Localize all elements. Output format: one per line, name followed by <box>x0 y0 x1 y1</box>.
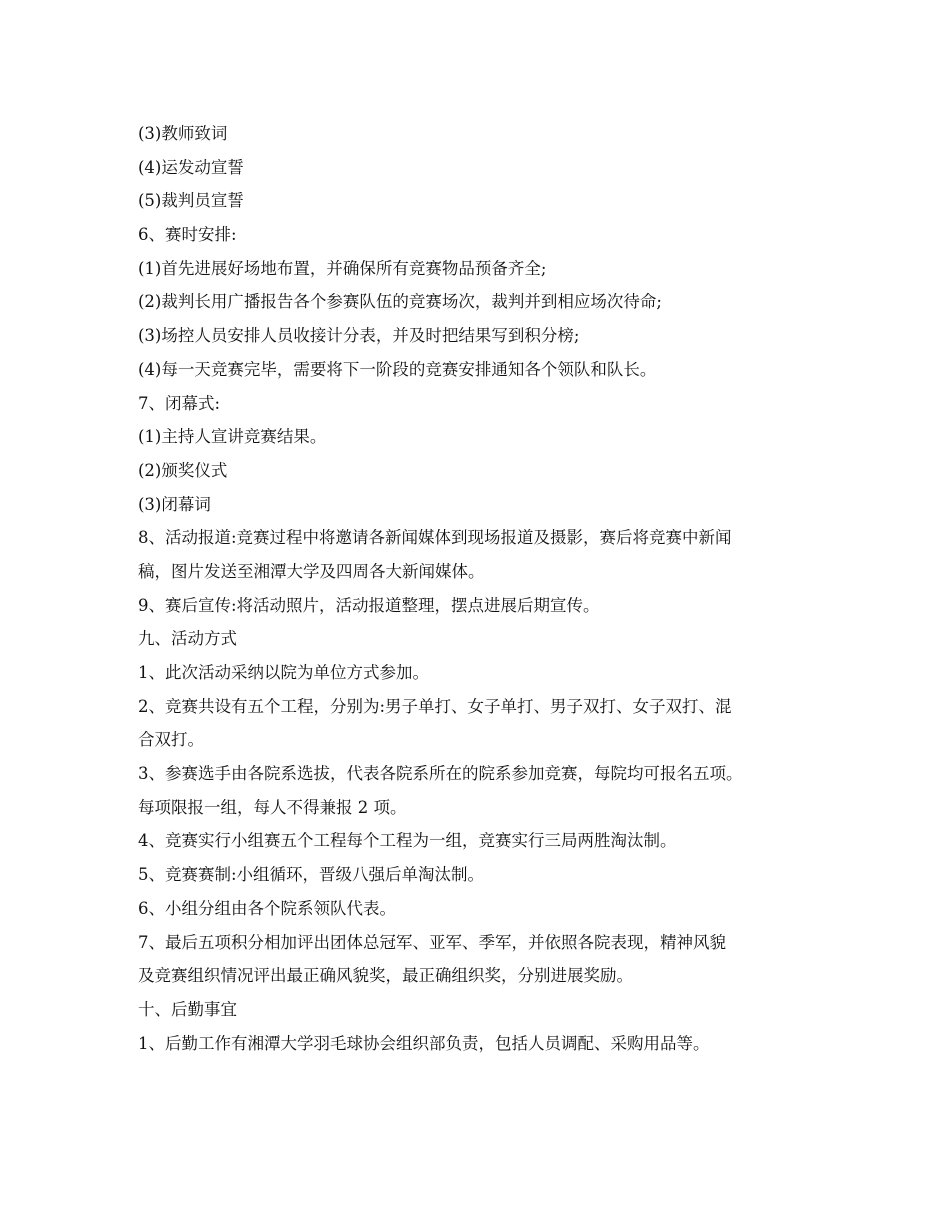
text-line: (1)首先进展好场地布置，并确保所有竞赛物品预备齐全; <box>138 258 547 278</box>
text-line: (4)运发动宣誓 <box>138 157 244 177</box>
text-line: 6、小组分组由各个院系领队代表。 <box>138 898 396 918</box>
text-line: (3)闭幕词 <box>138 494 211 514</box>
text-line: (3)场控人员安排人员收接计分表，并及时把结果写到积分榜; <box>138 326 580 346</box>
text-line: 稿，图片发送至湘潭大学及四周各大新闻媒体。 <box>138 561 485 581</box>
text-line: (2)颁奖仪式 <box>138 460 228 480</box>
text-line: 2、竞赛共设有五个工程，分别为:男子单打、女子单打、男子双打、女子双打、混 <box>138 696 732 716</box>
text-line: 3、参赛选手由各院系选拔，代表各院系所在的院系参加竞赛，每院均可报名五项。 <box>138 764 743 784</box>
text-line: 1、此次活动采纳以院为单位方式参加。 <box>138 663 429 682</box>
text-line: 合双打。 <box>138 730 204 750</box>
section-heading: 十、后勤事宜 <box>138 999 237 1019</box>
text-line: (4)每一天竞赛完毕，需要将下一阶段的竞赛安排通知各个领队和队长。 <box>138 359 657 379</box>
document-body <box>138 117 838 1060</box>
text-line: (3)教师致词 <box>138 124 228 143</box>
text-line: 每项限报一组，每人不得兼报 2 项。 <box>138 797 407 817</box>
text-line: 5、竞赛赛制:小组循环，晋级八强后单淘汰制。 <box>138 865 485 885</box>
text-line: (2)裁判长用广播报告各个参赛队伍的竞赛场次，裁判并到相应场次待命; <box>138 292 662 312</box>
text-line: (1)主持人宣讲竞赛结果。 <box>138 427 327 447</box>
text-line: 1、后勤工作有湘潭大学羽毛球协会组织部负责，包括人员调配、采购用品等。 <box>138 1033 710 1053</box>
text-line: 4、竞赛实行小组赛五个工程每个工程为一组，竞赛实行三局两胜淘汰制。 <box>138 831 677 851</box>
section-heading: 九、活动方式 <box>138 629 237 649</box>
text-line: 8、活动报道:竞赛过程中将邀请各新闻媒体到现场报道及摄影，赛后将竞赛中新闻 <box>138 528 732 548</box>
text-line: (5)裁判员宣誓 <box>138 191 244 211</box>
section-heading: 6、赛时安排: <box>138 225 237 245</box>
text-line: 及竞赛组织情况评出最正确风貌奖，最正确组织奖，分别进展奖励。 <box>138 966 633 986</box>
text-line: 7、最后五项积分相加评出团体总冠军、亚军、季军，并依照各院表现，精神风貌 <box>138 932 726 952</box>
section-heading: 7、闭幕式: <box>138 393 221 413</box>
text-line: 9、赛后宣传:将活动照片，活动报道整理，摆点进展后期宣传。 <box>138 595 600 615</box>
